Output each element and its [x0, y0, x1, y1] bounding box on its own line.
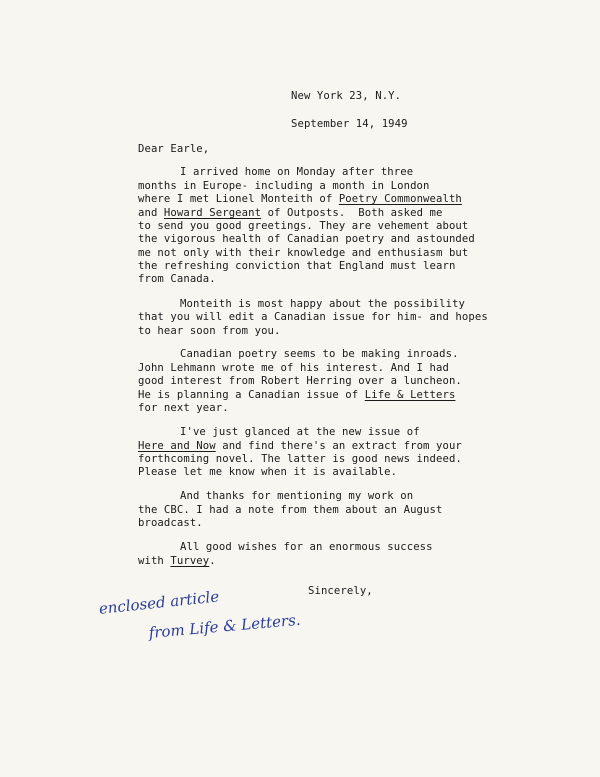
publication-title: Poetry Commonwealth — [338, 193, 462, 205]
body-text: and find there's an extract from your — [215, 440, 462, 452]
body-text: He is planning a Canadian issue of — [138, 389, 365, 401]
body-line: broadcast. — [138, 517, 203, 529]
body-line: to send you good greetings. They are vehement about — [138, 220, 469, 232]
handwritten-note-line1: enclosed article — [98, 587, 220, 618]
body-line: Canadian poetry seems to be making inroads. — [180, 348, 459, 360]
body-line: John Lehmann wrote me of his interest. And I had — [138, 362, 449, 374]
body-line: the CBC. I had a note from them about an August — [138, 504, 443, 516]
body-line: I've just glanced at the new issue of — [180, 426, 420, 438]
publication-title: Life & Letters — [364, 389, 456, 401]
body-line — [138, 555, 216, 568]
body-line: All good wishes for an enormous success — [180, 541, 433, 553]
body-text: and — [138, 207, 164, 219]
body-line: that you will edit a Canadian issue for him- and hopes — [138, 311, 488, 323]
body-line: me not only with their knowledge and enthusiasm but — [138, 247, 469, 259]
body-line: forthcoming novel. The latter is good news indeed. — [138, 453, 462, 465]
handwritten-note-line2: from Life & Letters. — [148, 610, 302, 642]
body-line — [138, 207, 442, 220]
body-line: Please let me know when it is available. — [138, 466, 398, 478]
body-line: Monteith is most happy about the possibility — [180, 298, 466, 310]
body-line: And thanks for mentioning my work on — [180, 490, 414, 502]
body-line: I arrived home on Monday after three — [180, 166, 414, 178]
body-line: from Canada. — [138, 273, 216, 285]
body-line: months in Europe- including a month in London — [138, 180, 430, 192]
body-text: of Outposts. Both asked me — [261, 207, 443, 219]
body-line: the vigorous health of Canadian poetry and astounded — [138, 233, 475, 245]
body-line — [138, 440, 462, 453]
body-line — [138, 389, 455, 402]
body-text: where I met Lionel Monteith of — [138, 193, 339, 205]
person-name: Howard Sergeant — [163, 207, 262, 219]
closing: Sincerely, — [308, 585, 373, 597]
body-line: good interest from Robert Herring over a luncheon. — [138, 375, 462, 387]
publication-title: Here and Now — [138, 440, 216, 452]
body-line — [138, 193, 462, 206]
publication-title: Turvey — [170, 555, 210, 567]
body-line: to hear soon from you. — [138, 325, 281, 337]
sender-address: New York 23, N.Y. — [291, 90, 402, 102]
body-text: . — [209, 555, 216, 567]
body-line: for next year. — [138, 402, 229, 414]
body-line: the refreshing conviction that England must learn — [138, 260, 456, 272]
letter-date: September 14, 1949 — [291, 118, 408, 130]
body-text: with — [138, 555, 171, 567]
salutation: Dear Earle, — [138, 143, 210, 155]
